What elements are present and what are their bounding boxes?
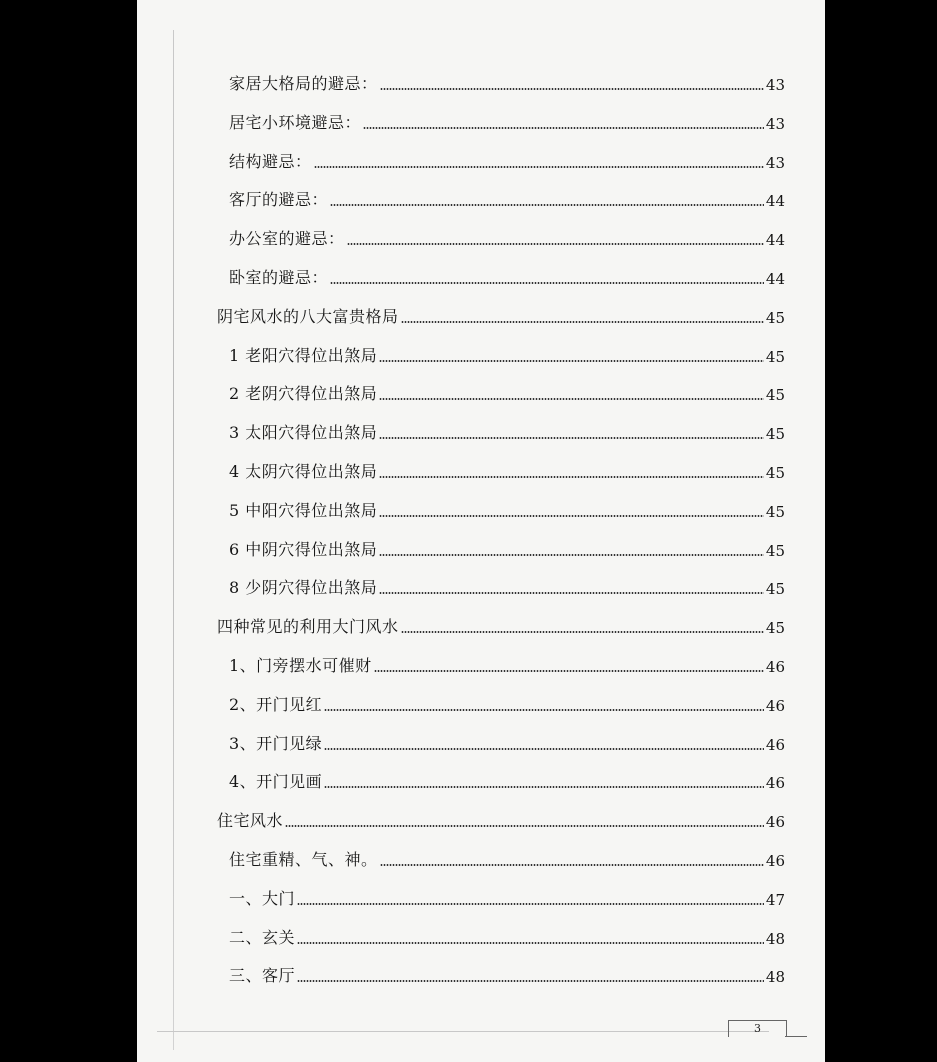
toc-dot-leader bbox=[324, 709, 764, 711]
toc-dot-leader bbox=[379, 360, 764, 362]
toc-entry-page: 46 bbox=[765, 658, 785, 676]
toc-dot-leader bbox=[297, 980, 764, 982]
toc-entry[interactable] bbox=[229, 924, 785, 948]
toc-entry[interactable] bbox=[229, 70, 785, 94]
toc-entry[interactable] bbox=[229, 730, 785, 754]
toc-entry-page: 45 bbox=[765, 541, 785, 560]
toc-entry-title: 一、大门 bbox=[229, 888, 296, 908]
toc-entry-page: 43 bbox=[765, 153, 785, 172]
toc-dot-leader bbox=[374, 670, 764, 672]
toc-entry-page: 45 bbox=[765, 464, 785, 482]
toc-entry-page: 43 bbox=[765, 114, 785, 133]
toc-dot-leader bbox=[330, 282, 764, 284]
toc-entry[interactable] bbox=[229, 148, 785, 172]
toc-entry-page: 45 bbox=[765, 308, 785, 327]
toc-entry-title: 5 中阳穴得位出煞局 bbox=[229, 500, 378, 520]
toc-entry-page: 45 bbox=[765, 580, 785, 599]
toc-entry-title: 家居大格局的避忌： bbox=[229, 74, 378, 93]
toc-entry-page: 45 bbox=[765, 347, 785, 366]
toc-entry-title: 住宅重精、气、神。 bbox=[229, 850, 378, 869]
toc-dot-leader bbox=[379, 476, 764, 478]
toc-entry-page: 45 bbox=[765, 619, 785, 638]
toc-entry[interactable] bbox=[229, 458, 785, 482]
toc-dot-leader bbox=[347, 243, 764, 245]
toc-entry-page: 46 bbox=[765, 774, 785, 793]
toc-entry-title: 三、客厅 bbox=[229, 966, 296, 986]
toc-dot-leader bbox=[363, 127, 764, 129]
toc-entry-title: 1、门旁摆水可催财 bbox=[229, 656, 372, 675]
toc-dot-leader bbox=[297, 942, 764, 944]
toc-dot-leader bbox=[314, 166, 764, 168]
toc-entry[interactable] bbox=[229, 691, 785, 715]
table-of-contents bbox=[137, 0, 825, 1000]
toc-entry[interactable] bbox=[229, 264, 785, 288]
toc-entry-title: 3 太阳穴得位出煞局 bbox=[229, 423, 378, 443]
toc-entry[interactable] bbox=[229, 885, 785, 909]
toc-entry[interactable] bbox=[229, 109, 785, 133]
toc-dot-leader bbox=[379, 437, 764, 439]
toc-entry-title: 阴宅风水的八大富贵格局 bbox=[217, 306, 399, 326]
page-number-box bbox=[728, 1020, 787, 1037]
toc-entry[interactable] bbox=[229, 380, 785, 404]
toc-entry-page: 44 bbox=[765, 270, 785, 288]
toc-entry-title: 2、开门见红 bbox=[229, 694, 323, 714]
toc-entry-title: 6 中阴穴得位出煞局 bbox=[229, 539, 378, 559]
toc-dot-leader bbox=[379, 515, 764, 517]
toc-entry-title: 卧室的避忌： bbox=[229, 268, 329, 287]
toc-dot-leader bbox=[379, 554, 764, 556]
toc-dot-leader bbox=[401, 321, 764, 323]
toc-entry[interactable] bbox=[229, 768, 785, 792]
toc-entry-title: 4 太阴穴得位出煞局 bbox=[229, 462, 378, 481]
toc-entry-title: 办公室的避忌： bbox=[229, 229, 345, 249]
toc-entry[interactable] bbox=[229, 574, 785, 598]
page-number-box-tail bbox=[785, 1036, 807, 1037]
toc-entry[interactable] bbox=[229, 342, 785, 366]
toc-entry-title: 二、玄关 bbox=[229, 927, 296, 947]
toc-dot-leader bbox=[324, 786, 764, 788]
toc-dot-leader bbox=[401, 631, 764, 633]
page-number: 3 bbox=[754, 1022, 761, 1035]
toc-entry-page: 46 bbox=[765, 813, 785, 832]
toc-entry[interactable] bbox=[229, 846, 785, 870]
toc-entry[interactable] bbox=[229, 962, 785, 986]
toc-entry-page: 45 bbox=[765, 425, 785, 444]
toc-entry-title: 居宅小环境避忌： bbox=[229, 112, 362, 132]
toc-entry[interactable] bbox=[217, 303, 785, 327]
toc-dot-leader bbox=[380, 864, 764, 866]
toc-entry-title: 四种常见的利用大门风水 bbox=[217, 617, 399, 637]
toc-entry-page: 46 bbox=[765, 696, 785, 715]
document-page bbox=[137, 0, 825, 1062]
toc-entry-page: 43 bbox=[765, 76, 785, 94]
toc-entry-title: 3、开门见绿 bbox=[229, 733, 323, 753]
toc-entry-page: 48 bbox=[765, 929, 785, 948]
toc-entry[interactable] bbox=[217, 613, 785, 637]
toc-dot-leader bbox=[330, 204, 764, 206]
toc-dot-leader bbox=[285, 825, 764, 827]
toc-entry[interactable] bbox=[217, 807, 785, 831]
toc-entry-page: 46 bbox=[765, 852, 785, 870]
toc-entry-title: 1 老阳穴得位出煞局 bbox=[229, 345, 378, 365]
toc-entry[interactable] bbox=[229, 419, 785, 443]
toc-entry-title: 2 老阴穴得位出煞局 bbox=[229, 384, 378, 404]
toc-entry-page: 45 bbox=[765, 502, 785, 521]
toc-entry-page: 44 bbox=[765, 231, 785, 250]
toc-entry-page: 48 bbox=[765, 968, 785, 987]
toc-entry[interactable] bbox=[229, 497, 785, 521]
toc-entry-page: 45 bbox=[765, 386, 785, 405]
toc-dot-leader bbox=[379, 398, 764, 400]
toc-dot-leader bbox=[379, 592, 764, 594]
toc-entry-page: 46 bbox=[765, 735, 785, 754]
toc-dot-leader bbox=[380, 88, 764, 90]
toc-entry-page: 44 bbox=[765, 192, 785, 211]
toc-entry-title: 4、开门见画 bbox=[229, 772, 323, 792]
toc-entry[interactable] bbox=[229, 225, 785, 249]
footer-rule bbox=[157, 1031, 769, 1032]
toc-dot-leader bbox=[324, 748, 764, 750]
toc-entry-title: 8 少阴穴得位出煞局 bbox=[229, 578, 378, 598]
toc-entry-page: 47 bbox=[765, 890, 785, 909]
toc-entry[interactable] bbox=[229, 536, 785, 560]
toc-entry[interactable] bbox=[229, 186, 785, 210]
toc-entry-title: 客厅的避忌： bbox=[229, 190, 329, 210]
toc-entry-title: 结构避忌： bbox=[229, 151, 312, 171]
toc-dot-leader bbox=[297, 903, 764, 905]
toc-entry-title: 住宅风水 bbox=[217, 811, 284, 831]
toc-entry[interactable] bbox=[229, 652, 785, 676]
